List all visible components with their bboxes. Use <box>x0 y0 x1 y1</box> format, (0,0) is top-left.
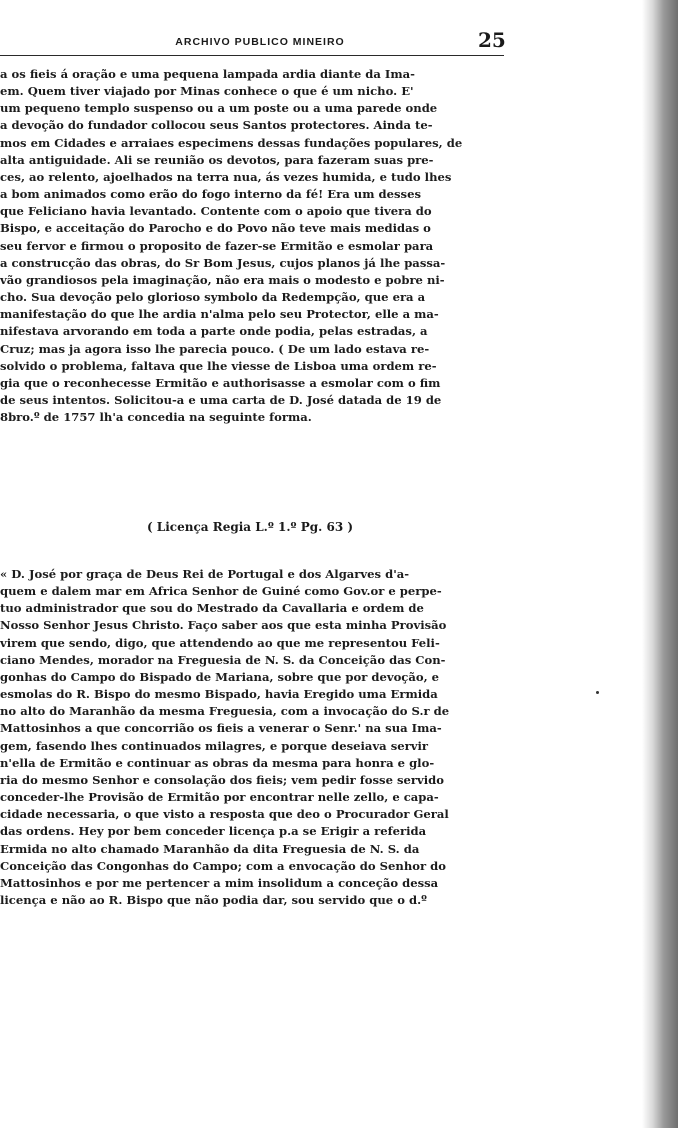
text-line: ria do mesmo Senhor e consolação dos fieis; vem pedir fosse servido <box>0 772 444 787</box>
text-line: 8bro.º de 1757 lh'a concedia na seguinte forma. <box>0 410 312 425</box>
text-line: tuo administrador que sou do Mestrado da Cavallaria e ordem de <box>0 601 424 616</box>
text-line: Cruz; mas ja agora isso lhe parecia pouco. ( De um lado estava re- <box>0 341 430 356</box>
text-line: no alto do Maranhão da mesma Freguesia, com a invocação do S.r de <box>0 704 450 719</box>
text-line: nifestava arvorando em toda a parte onde podia, pelas estradas, a <box>0 324 428 339</box>
text-line: n'ella de Ermitão e continuar as obras da mesma para honra e glo- <box>0 755 435 770</box>
text-line: cidade necessaria, o que visto a resposta que deo o Procurador Geral <box>0 807 449 822</box>
text-line: ces, ao relento, ajoelhados na terra nua, ás vezes humida, e tudo lhes <box>0 169 452 184</box>
text-line: alta antiguidade. Ali se reunião os devotos, para fazeram suas pre- <box>0 152 434 167</box>
text-line: cho. Sua devoção pelo glorioso symbolo da Redempção, que era a <box>0 290 426 305</box>
text-line: gia que o reconhecesse Ermitão e authorisasse a esmolar com o fim <box>0 375 441 390</box>
text-line: a bom animados como erão do fogo interno da fé! Era um desses <box>0 187 421 202</box>
page-binding-edge <box>642 0 678 1128</box>
paragraph-narrative <box>0 66 508 426</box>
text-line: ciano Mendes, morador na Freguesia de N. S. da Conceição das Con- <box>0 652 446 667</box>
text-line: Mattosinhos a que concorrião os fieis a venerar o Senr.' na sua Ima- <box>0 721 442 736</box>
text-line: a os fieis á oração e uma pequena lampada ardia diante da Ima- <box>0 67 415 81</box>
text-line: Bispo, e acceitação do Parocho e do Povo não teve mais medidas o <box>0 221 431 236</box>
paragraph-licence-transcription <box>0 566 508 909</box>
text-line: mos em Cidades e arraiaes especimens dessas fundações populares, de <box>0 135 463 150</box>
text-line: um pequeno templo suspenso ou a um poste ou a uma parede onde <box>0 101 438 116</box>
text-line: Conceição das Congonhas do Campo; com a envocação do Senhor do <box>0 858 446 873</box>
text-line: licença e não ao R. Bispo que não podia dar, sou servido que o d.º <box>0 892 427 907</box>
running-head: ARCHIVO PUBLICO MINEIRO <box>175 36 345 48</box>
text-line: em. Quem tiver viajado por Minas conhece o que é um nicho. E' <box>0 84 414 99</box>
text-line: Nosso Senhor Jesus Christo. Faço saber aos que esta minha Provisão <box>0 618 447 633</box>
print-speck <box>596 691 599 694</box>
text-line: que Feliciano havia levantado. Contente com o apoio que tivera do <box>0 204 432 219</box>
text-line: gonhas do Campo do Bispado de Mariana, sobre que por devoção, e <box>0 669 440 684</box>
text-line: esmolas do R. Bispo do mesmo Bispado, havia Eregido uma Ermida <box>0 687 438 702</box>
text-line: solvido o problema, faltava que lhe viesse de Lisboa uma ordem re- <box>0 358 437 373</box>
text-line: manifestação do que lhe ardia n'alma pelo seu Protector, elle a ma- <box>0 307 439 322</box>
text-line: de seus intentos. Solicitou-a e uma carta de D. José datada de 19 de <box>0 392 442 407</box>
header-rule <box>0 55 504 56</box>
text-line: gem, fasendo lhes continuados milagres, e porque deseiava servir <box>0 738 428 753</box>
page-number: 25 <box>478 28 506 52</box>
text-line: conceder-lhe Provisão de Ermitão por encontrar nelle zello, e capa- <box>0 790 439 805</box>
text-line: das ordens. Hey por bem conceder licença p.a se Erigir a referida <box>0 824 427 839</box>
text-line: Ermida no alto chamado Maranhão da dita Freguesia de N. S. da <box>0 841 420 856</box>
text-line: vão grandiosos pela imaginação, não era mais o modesto e pobre ni- <box>0 272 445 287</box>
section-heading: ( Licença Regia L.º 1.º Pg. 63 ) <box>146 520 354 534</box>
text-line: a devoção do fundador collocou seus Santos protectores. Ainda te- <box>0 118 433 133</box>
text-line: Mattosinhos e por me pertencer a mim insolidum a conceção dessa <box>0 875 439 890</box>
text-line: a construcção das obras, do Sr Bom Jesus, cujos planos já lhe passa- <box>0 255 446 270</box>
text-line: virem que sendo, digo, que attendendo ao que me representou Feli- <box>0 635 440 650</box>
text-line: « D. José por graça de Deus Rei de Portugal e dos Algarves d'a- <box>0 567 410 581</box>
text-line: quem e dalem mar em Africa Senhor de Guiné como Gov.or e perpe- <box>0 584 442 599</box>
text-line: seu fervor e firmou o proposito de fazer-se Ermitão e esmolar para <box>0 238 434 253</box>
